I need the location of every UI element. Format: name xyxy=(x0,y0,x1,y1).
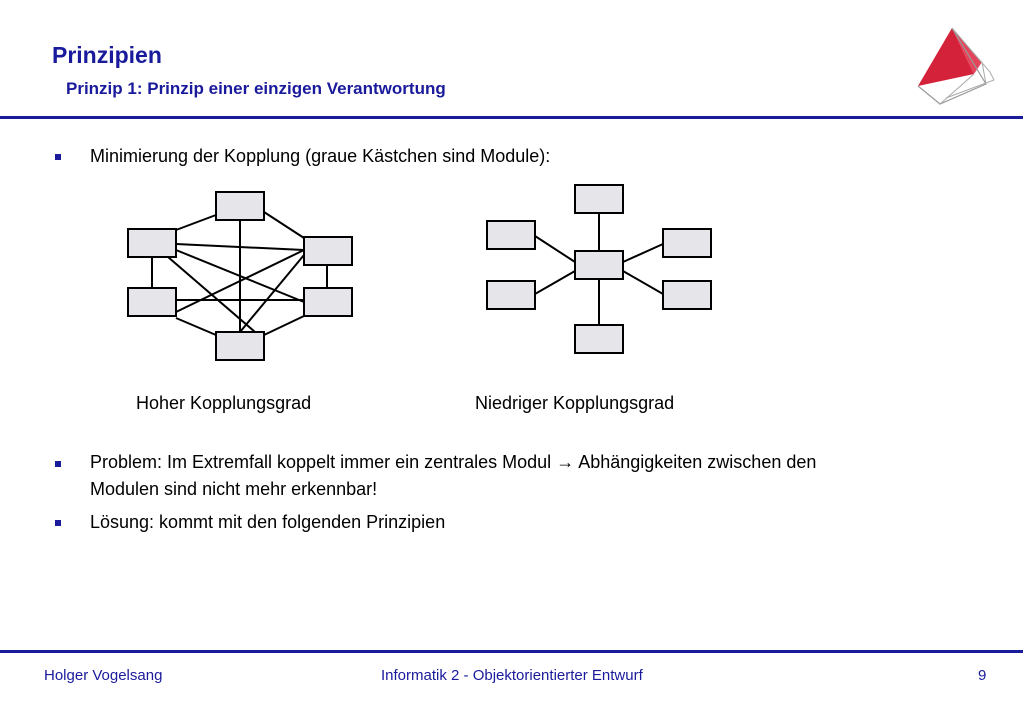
bullet-marker xyxy=(55,520,61,526)
slide-title: Prinzipien xyxy=(52,42,162,68)
module-box xyxy=(663,229,711,257)
bullet-text-problem-line2: Modulen sind nicht mehr erkennbar! xyxy=(90,479,378,499)
module-box xyxy=(575,251,623,279)
footer-course: Informatik 2 - Objektorientierter Entwurf xyxy=(381,667,643,684)
problem-text-start: Problem: Im Extremfall koppelt immer ein zentrales Modul xyxy=(90,452,552,472)
footer-divider xyxy=(0,650,1023,653)
problem-text-end: Abhängigkeiten zwischen den xyxy=(578,452,817,472)
university-logo xyxy=(912,22,996,110)
bullet-text-loesung: Lösung: kommt mit den folgenden Prinzipien xyxy=(90,512,446,532)
module-box xyxy=(128,229,176,257)
bullet-marker xyxy=(55,154,61,160)
module-box xyxy=(216,192,264,220)
caption-high-coupling: Hoher Kopplungsgrad xyxy=(136,393,312,413)
high-coupling-diagram xyxy=(152,212,327,335)
bullet-marker xyxy=(55,461,61,467)
module-box xyxy=(575,185,623,213)
low-coupling-diagram xyxy=(535,213,663,325)
footer-author: Holger Vogelsang xyxy=(44,667,163,684)
header-divider xyxy=(0,116,1023,119)
arrow-right-icon: → xyxy=(556,452,575,472)
module-box xyxy=(216,332,264,360)
module-box xyxy=(575,325,623,353)
bullet-text-kopplung: Minimierung der Kopplung (graue Kästchen sind Module): xyxy=(90,146,551,166)
module-box xyxy=(304,237,352,265)
high-coupling-modules xyxy=(128,192,352,360)
low-coupling-modules xyxy=(487,185,711,353)
slide-subtitle: Prinzip 1: Prinzip einer einzigen Verantwortung xyxy=(66,79,446,98)
module-box xyxy=(128,288,176,316)
footer-page-number: 9 xyxy=(978,667,987,684)
module-box xyxy=(304,288,352,316)
module-box xyxy=(663,281,711,309)
module-box xyxy=(487,221,535,249)
bullet-text-problem xyxy=(90,449,990,476)
module-box xyxy=(487,281,535,309)
caption-low-coupling: Niedriger Kopplungsgrad xyxy=(475,393,675,413)
